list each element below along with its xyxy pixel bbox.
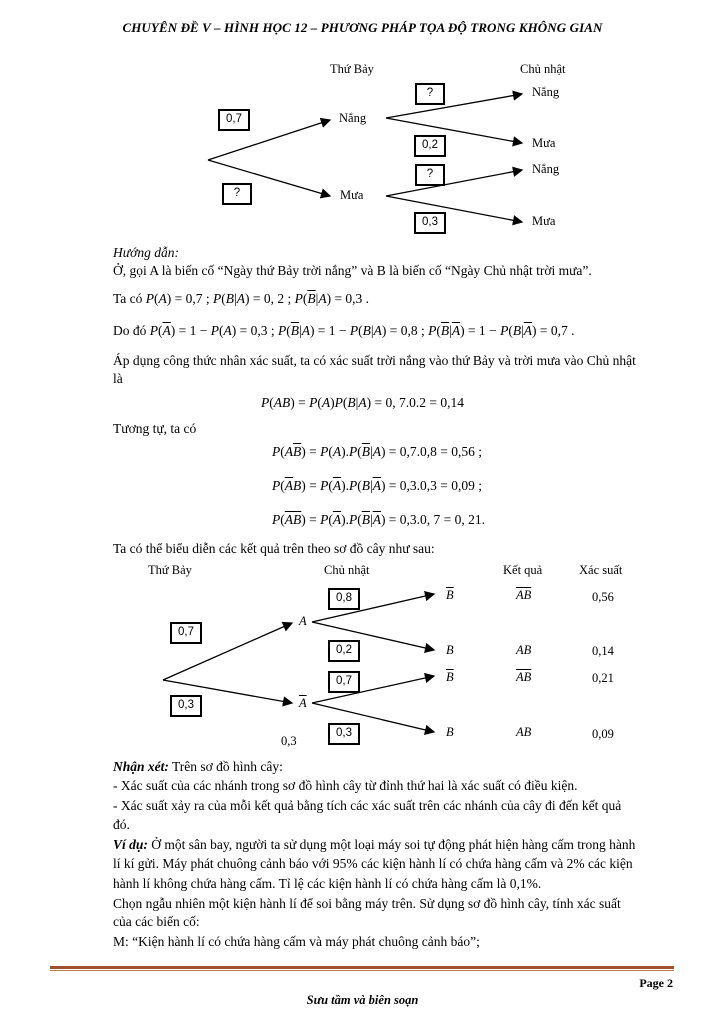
- tree2-box-1: 0,8: [328, 588, 360, 610]
- tree2-leaf-1: $\overline{B}$: [446, 588, 454, 602]
- tree2-prob-1: 0,56: [592, 590, 614, 604]
- tree2-col-probability: Xác suất: [579, 563, 623, 577]
- example-line-1-text: Ở một sân bay, người ta sử dụng một loại máy soi tự động phát hiện hàng cấm trong hành: [151, 837, 636, 852]
- guide-line-2-prefix: Ta có: [113, 291, 143, 306]
- tree2-node-a: A: [299, 614, 307, 628]
- tree2-result-2: AB: [516, 643, 532, 657]
- tree1-leaf-1: Nắng: [532, 85, 560, 99]
- footer-rule-thin: [50, 970, 674, 971]
- tree1-leaf-3: Nắng: [532, 162, 560, 176]
- tree2-col-saturday: Thứ Bảy: [148, 563, 192, 577]
- tree1-box-s1: ?: [415, 83, 445, 105]
- formula-4: $P(\overline{AB}) = P(\overline{A}).P(\overline{B}|\overline{A}) = 0,3.0$, 7 = 0, 21.: [272, 512, 486, 527]
- footer-rule: [50, 966, 674, 969]
- tree2-box-4: 0,3: [328, 723, 360, 745]
- guide-line-5: Tương tự, ta có: [113, 421, 197, 436]
- tree2-leaf-2: B: [446, 643, 454, 657]
- remark-line: [113, 758, 283, 776]
- tree2-col-sunday: Chủ nhật: [324, 563, 370, 577]
- formula-1: P(AB) = P(A)P(B|A) = 0, 7.0.2 = 0,14: [261, 395, 464, 410]
- tree1-node-sunny: Nắng: [339, 111, 367, 125]
- remark-text: Trên sơ đồ hình cây:: [172, 759, 283, 774]
- remark-bullet-1: - Xác suất của các nhánh trong sơ đồ hình cây từ đỉnh thứ hai là xác suất có điều kiện.: [113, 778, 578, 793]
- formula-2: $P(A\overline{B}) = P(A).P(\overline{B}|A) = 0,7.0,8 = 0,56$ ;: [272, 444, 483, 459]
- remark-heading: Nhận xét:: [113, 759, 169, 774]
- tree2-leaf-3: $\overline{B}$: [446, 670, 454, 684]
- tree1-node-rain: Mưa: [340, 188, 364, 202]
- tree1-box-bottom: ?: [222, 183, 252, 205]
- guide-line-1: Ở, gọi A là biến cố “Ngày thứ Bảy trời nắng” và B là biến cố “Ngày Chủ nhật trời mưa”.: [113, 263, 592, 278]
- tree1-leaf-4: Mưa: [532, 214, 556, 228]
- example-line-3: hành lí không chứa hàng cấm. Tỉ lệ các kiện hành lí có chứa hàng cấm là 0,1%.: [113, 876, 542, 891]
- tree2-leaf-4: B: [446, 725, 454, 739]
- formula-3: $P(\overline{A}B) = P(\overline{A}).P(B|\overline{A}) = 0,3.0,3 = 0,09$ ;: [272, 478, 483, 493]
- example-line-4: Chọn ngẫu nhiên một kiện hành lí để soi bằng máy trên. Sử dụng sơ đồ hình cây, tính xác suất: [113, 896, 621, 911]
- tree2-prob-3: 0,21: [592, 671, 614, 685]
- example-line-2: lí kí gửi. Máy phát chuông cảnh báo với 95% các kiện hành lí có chứa hàng cấm và 2% các kiện: [113, 856, 633, 871]
- tree2-node-abar: $\overline{A}$: [299, 696, 307, 710]
- guide-line-3: Do đó $P(\overline{A}) = 1 - P(A) = 0,3$ ; $P(\overline{B}|A) = 1 - P(B|A) = 0,8$ ; $P(\overline{B}|\overline{A}) = 1 - P(B|\overline{A}) = 0,7$ .: [113, 323, 575, 338]
- tree2-prob-2: 0,14: [592, 644, 614, 658]
- example-line-5: của các biến cố:: [113, 914, 200, 929]
- tree2-col-result: Kết quả: [503, 563, 543, 577]
- example-line-6: M: “Kiện hành lí có chứa hàng cấm và máy phát chuông cảnh báo”;: [113, 934, 480, 949]
- tree1-box-s3: ?: [415, 164, 445, 186]
- tree2-result-3: $\overline{AB}$: [516, 670, 532, 684]
- example-line-1: [113, 836, 635, 854]
- tree2-result-1: [516, 588, 531, 603]
- guide-line-6: Ta có thể biểu diễn các kết quả trên theo sơ đồ cây như sau:: [113, 541, 435, 556]
- tree2-result-1-text: $\overline{AB}$: [516, 588, 532, 602]
- remark-bullet-2b: đó.: [113, 817, 130, 832]
- tree1-box-top: 0,7: [218, 109, 250, 131]
- tree2-prob-4: 0,09: [592, 727, 614, 741]
- tree2-box-abar: 0,3: [170, 695, 202, 717]
- remark-bullet-2a: - Xác suất xảy ra của mỗi kết quả bằng tích các xác suất trên các nhánh của cây đi đến kết quả: [113, 798, 622, 813]
- guide-line-4b: là: [113, 371, 123, 386]
- tree2-box-3: 0,7: [328, 671, 360, 693]
- tree1-box-s4: 0,3: [414, 212, 446, 234]
- guide-line-2: Ta có P(A) = 0,7 ; P(B|A) = 0, 2 ; $P(\overline{B}|A) = 0,3$ .: [113, 291, 370, 306]
- page-number: Page 2: [639, 976, 673, 990]
- tree2-stray-label: 0,3: [281, 734, 297, 748]
- tree1-box-s2: 0,2: [414, 135, 446, 157]
- example-heading: Ví dụ:: [113, 837, 148, 852]
- tree2-box-a: 0,7: [170, 622, 202, 644]
- tree2-result-4: AB: [516, 725, 532, 739]
- guide-line-4: Áp dụng công thức nhân xác suất, ta có xác suất trời nắng vào thứ Bảy và trời mưa vào Chủ nhật: [113, 353, 636, 368]
- guide-heading: Hướng dẫn:: [113, 245, 179, 260]
- tree2-box-2: 0,2: [328, 640, 360, 662]
- footer-credit: Sưu tầm và biên soạn: [306, 993, 419, 1007]
- tree1-col-saturday: Thứ Bảy: [330, 62, 374, 76]
- tree1-col-sunday: Chủ nhật: [520, 62, 566, 76]
- page-header-title: CHUYÊN ĐỀ V – HÌNH HỌC 12 – PHƯƠNG PHÁP TỌA ĐỘ TRONG KHÔNG GIAN: [122, 20, 603, 35]
- tree1-leaf-2: Mưa: [532, 136, 556, 150]
- guide-line-3-prefix: Do đó: [113, 323, 147, 338]
